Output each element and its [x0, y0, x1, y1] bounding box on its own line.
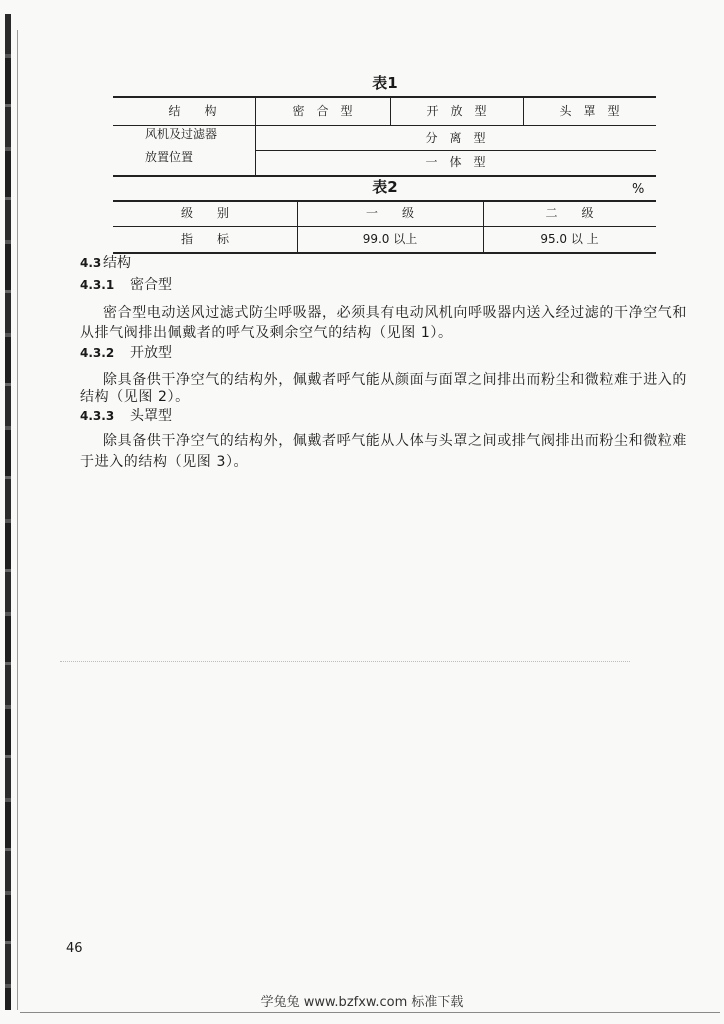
table2-header-grade-1: 一 级: [365, 206, 414, 220]
section-number: 4.3.2: [80, 346, 115, 360]
table2-cell-grade-1: 99.0 以上: [362, 232, 418, 246]
table1-cell-separate: 分 离 型: [425, 131, 486, 145]
scan-edge-line: [17, 30, 18, 1010]
section-title: 开放型: [130, 345, 172, 361]
table2-bottom-rule: [113, 252, 656, 254]
paragraph-line: 于进入的结构（见图 3）。: [80, 454, 249, 470]
paragraph-line: 密合型电动送风过滤式防尘呼吸器，必须具有电动风机向呼吸器内送入经过滤的干净空气和: [103, 305, 687, 321]
table2-unit: %: [632, 182, 645, 197]
paragraph-line: 结构（见图 2）。: [80, 389, 190, 405]
scan-artifact-line: [60, 661, 630, 662]
section-number: 4.3.3: [80, 409, 115, 423]
table1-top-rule: [113, 96, 656, 98]
table1-row-rule: [255, 150, 656, 151]
table1-caption: 表1: [372, 74, 398, 92]
table2-caption: 表2: [372, 178, 398, 196]
page-number: 46: [66, 941, 83, 956]
table1-cell-integrated: 一 体 型: [425, 155, 486, 169]
table2-row-label: 指 标: [180, 232, 229, 246]
section-title: 密合型: [130, 277, 172, 293]
table2-cell-grade-2: 95.0 以 上: [540, 232, 599, 246]
footer-watermark: 学兔兔 www.bzfxw.com 标准下载: [260, 995, 464, 1010]
table1-bottom-rule: [113, 175, 656, 177]
table1-row-label: 放置位置: [145, 150, 194, 164]
table1-header-sealed: 密 合 型: [292, 104, 353, 118]
table2-header-grade-2: 二 级: [545, 206, 594, 220]
paragraph-line: 除具备供干净空气的结构外，佩戴者呼气能从人体与头罩之间或排气阀排出而粉尘和微粒难: [103, 433, 687, 449]
paragraph-line: 除具备供干净空气的结构外，佩戴者呼气能从颜面与面罩之间排出而粉尘和微粒难于进入的: [103, 372, 687, 388]
table2-header-grade: 级 别: [180, 206, 229, 220]
section-title: 头罩型: [130, 408, 172, 424]
table2-top-rule: [113, 200, 656, 202]
table1-header-hood: 头 罩 型: [559, 104, 620, 118]
table2-row-rule: [113, 226, 656, 227]
section-title: 结构: [103, 255, 131, 271]
table1-header-structure: 结 构: [168, 104, 217, 118]
section-number: 4.3.1: [80, 278, 115, 292]
scan-edge: [5, 14, 11, 1010]
table1-header-open: 开 放 型: [426, 104, 487, 118]
paragraph-line: 从排气阀排出佩戴者的呼气及剩余空气的结构（见图 1）。: [80, 325, 453, 341]
section-number: 4.3: [80, 256, 102, 270]
scan-bottom-line: [20, 1012, 720, 1013]
table1-row-label: 风机及过滤器: [145, 127, 218, 141]
